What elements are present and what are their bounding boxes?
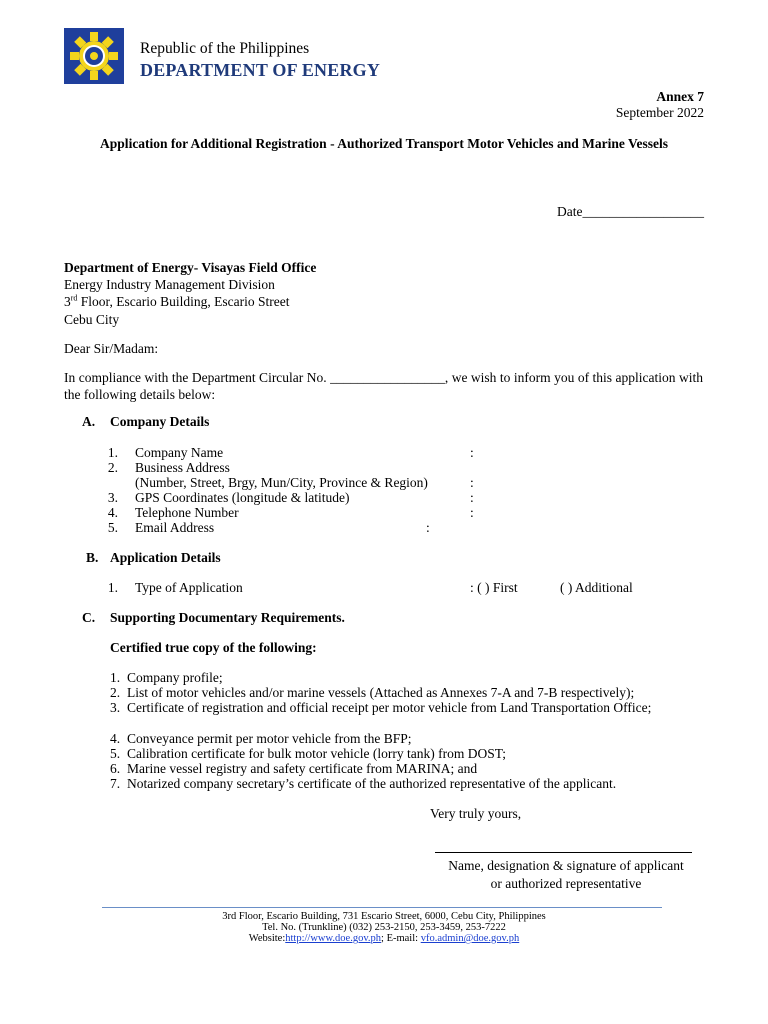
requirement-text: Company profile; bbox=[127, 670, 223, 685]
option-additional: ( ) Additional bbox=[560, 580, 633, 595]
floor-rest: Floor, Escario Building, Escario Street bbox=[77, 294, 290, 309]
item-number: 2. bbox=[107, 460, 118, 475]
email-label: Email Address bbox=[135, 520, 215, 535]
date-field: Date__________________ bbox=[557, 204, 704, 219]
option-first: : ( ) First bbox=[470, 580, 518, 595]
signature-caption-1: Name, designation & signature of applicant bbox=[448, 858, 684, 873]
requirement-text: Calibration certificate for bulk motor vehicle (lorry tank) from DOST; bbox=[127, 746, 507, 761]
document-title: Application for Additional Registration - Authorized Transport Motor Vehicles and Marine Vessels bbox=[100, 136, 668, 151]
gps-label: GPS Coordinates (longitude & latitude) bbox=[135, 490, 350, 505]
footer-address: 3rd Floor, Escario Building, 731 Escario Street, 6000, Cebu City, Philippines bbox=[222, 911, 546, 922]
signature-line bbox=[435, 852, 692, 853]
requirement-text: List of motor vehicles and/or marine vessels (Attached as Annexes 7-A and 7-B respectively); bbox=[127, 685, 635, 700]
salutation: Dear Sir/Madam: bbox=[64, 341, 159, 356]
department-name: DEPARTMENT OF ENERGY bbox=[140, 60, 381, 80]
addressee-office: Department of Energy- Visayas Field Office bbox=[64, 260, 317, 275]
item-number: 5. bbox=[107, 520, 118, 535]
signature-caption-2: or authorized representative bbox=[490, 876, 642, 891]
business-address-label: Business Address bbox=[135, 460, 230, 475]
company-name-label: Company Name bbox=[135, 445, 224, 460]
section-a-heading: Company Details bbox=[110, 414, 210, 429]
requirement-number: 3. bbox=[110, 700, 121, 715]
type-of-application-label: Type of Application bbox=[135, 580, 243, 595]
intro-paragraph: In compliance with the Department Circular No. _________________, we wish to inform you of this application with the following details below: bbox=[64, 370, 703, 402]
requirement-text: Certificate of registration and official receipt per motor vehicle from Land Transportation Office; bbox=[127, 700, 652, 715]
section-c-letter: C. bbox=[82, 610, 96, 625]
floor-number: 3 bbox=[64, 294, 71, 309]
doe-seal-icon bbox=[64, 28, 124, 84]
website-link[interactable]: http://www.doe.gov.ph bbox=[285, 933, 382, 944]
addressee-city: Cebu City bbox=[64, 312, 120, 327]
floor-suffix: rd bbox=[70, 293, 78, 303]
requirement-text: Marine vessel registry and safety certificate from MARINA; and bbox=[127, 761, 478, 776]
document-date: September 2022 bbox=[615, 105, 704, 120]
requirement-number: 5. bbox=[110, 746, 121, 761]
email-colon: : bbox=[426, 520, 430, 535]
item-number: 1. bbox=[107, 580, 118, 595]
telephone-colon: : bbox=[470, 505, 474, 520]
business-address-hint: (Number, Street, Brgy, Mun/City, Province & Region) bbox=[135, 475, 428, 490]
business-address-colon: : bbox=[470, 475, 474, 490]
addressee-street bbox=[64, 294, 289, 310]
footer-telephone: Tel. No. (Trunkline) (032) 253-2150, 253-3459, 253-7222 bbox=[262, 922, 506, 933]
annex-label: Annex 7 bbox=[656, 89, 704, 104]
item-number: 3. bbox=[107, 490, 118, 505]
addressee-division: Energy Industry Management Division bbox=[64, 277, 275, 292]
email-link[interactable]: vfo.admin@doe.gov.ph bbox=[420, 933, 520, 944]
footer-contact bbox=[0, 933, 768, 944]
footer-divider bbox=[102, 907, 662, 908]
requirement-number: 4. bbox=[110, 731, 121, 746]
section-b-heading: Application Details bbox=[110, 550, 221, 565]
gps-colon: : bbox=[470, 490, 474, 505]
valediction: Very truly yours, bbox=[430, 806, 522, 821]
requirement-number: 2. bbox=[110, 685, 121, 700]
telephone-label: Telephone Number bbox=[135, 505, 239, 520]
requirement-number: 1. bbox=[110, 670, 121, 685]
section-b-letter: B. bbox=[86, 550, 99, 565]
requirement-text: Notarized company secretary’s certificate of the authorized representative of the applicant. bbox=[127, 776, 617, 791]
republic-label: Republic of the Philippines bbox=[140, 40, 310, 57]
email-label: ; E-mail: bbox=[381, 933, 421, 944]
item-number: 4. bbox=[107, 505, 118, 520]
company-name-colon: : bbox=[470, 445, 474, 460]
requirement-text: Conveyance permit per motor vehicle from the BFP; bbox=[127, 731, 412, 746]
requirement-number: 7. bbox=[110, 776, 121, 791]
website-label: Website: bbox=[248, 933, 286, 944]
item-number: 1. bbox=[107, 445, 118, 460]
section-a-letter: A. bbox=[82, 414, 96, 429]
section-c-heading: Supporting Documentary Requirements. bbox=[110, 610, 345, 625]
section-c-subheading: Certified true copy of the following: bbox=[110, 640, 317, 655]
requirement-number: 6. bbox=[110, 761, 121, 776]
